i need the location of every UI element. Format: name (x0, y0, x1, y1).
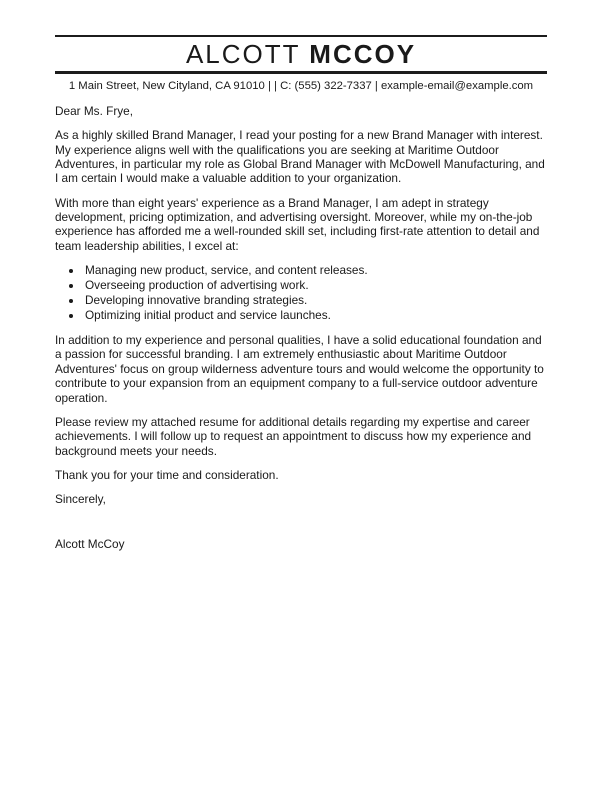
paragraph-education: In addition to my experience and personal qualities, I have a solid educational foundation and a passion for successful branding. I am extremely enthusiastic about Maritime Outdoor Adventures' focus on group wilderness adventure tours and would welcome the opportunity to contribute to your expansion from an equipment company to a full-service outdoor adventure operation. (55, 333, 544, 405)
header-bottom-rule (55, 71, 547, 74)
salutation: Dear Ms. Frye, (55, 104, 133, 118)
paragraph-followup: Please review my attached resume for additional details regarding my expertise and career achievements. I will follow up to request an appointment to discuss how my experience and background meets your needs. (55, 414, 532, 458)
valediction: Sincerely, (55, 492, 106, 507)
paragraph-experience: With more than eight years' experience as a Brand Manager, I am adept in strategy development, pricing optimization, and advertising oversight. Moreover, while my on-the-job experience has afforded me a well-rounded skill set, including first-rate attention to detail and team leadership abilities, I excel at: (55, 195, 540, 253)
thank-you-line: Thank you for your time and consideration. (55, 467, 279, 482)
author-name (55, 40, 547, 69)
paragraph-intro: As a highly skilled Brand Manager, I read your posting for a new Brand Manager with interest. My experience aligns well with the qualifications you are seeking at Maritime Outdoor Adventures, in particular my role as Global Brand Manager with McDowell Manufacturing, and I am certain I would make a valuable addition to your organization. (55, 128, 545, 186)
skill-item: • Developing innovative branding strategies. (83, 293, 547, 308)
signature-name: Alcott McCoy (55, 536, 125, 551)
letter-body (55, 104, 547, 551)
skill-item: • Optimizing initial product and service launches. (83, 308, 547, 323)
skills-list (55, 263, 547, 323)
skill-item: • Overseeing production of advertising work. (83, 278, 547, 293)
contact-line: 1 Main Street, New Cityland, CA 91010 | | C: (555) 322-7337 | example-email@example.com (68, 80, 534, 92)
author-first-name: ALCOTT (185, 39, 301, 69)
letter-header (55, 35, 547, 93)
author-last-name: MCCOY (309, 39, 417, 69)
skill-item: • Managing new product, service, and content releases. (83, 263, 547, 278)
header-top-rule (55, 35, 547, 37)
